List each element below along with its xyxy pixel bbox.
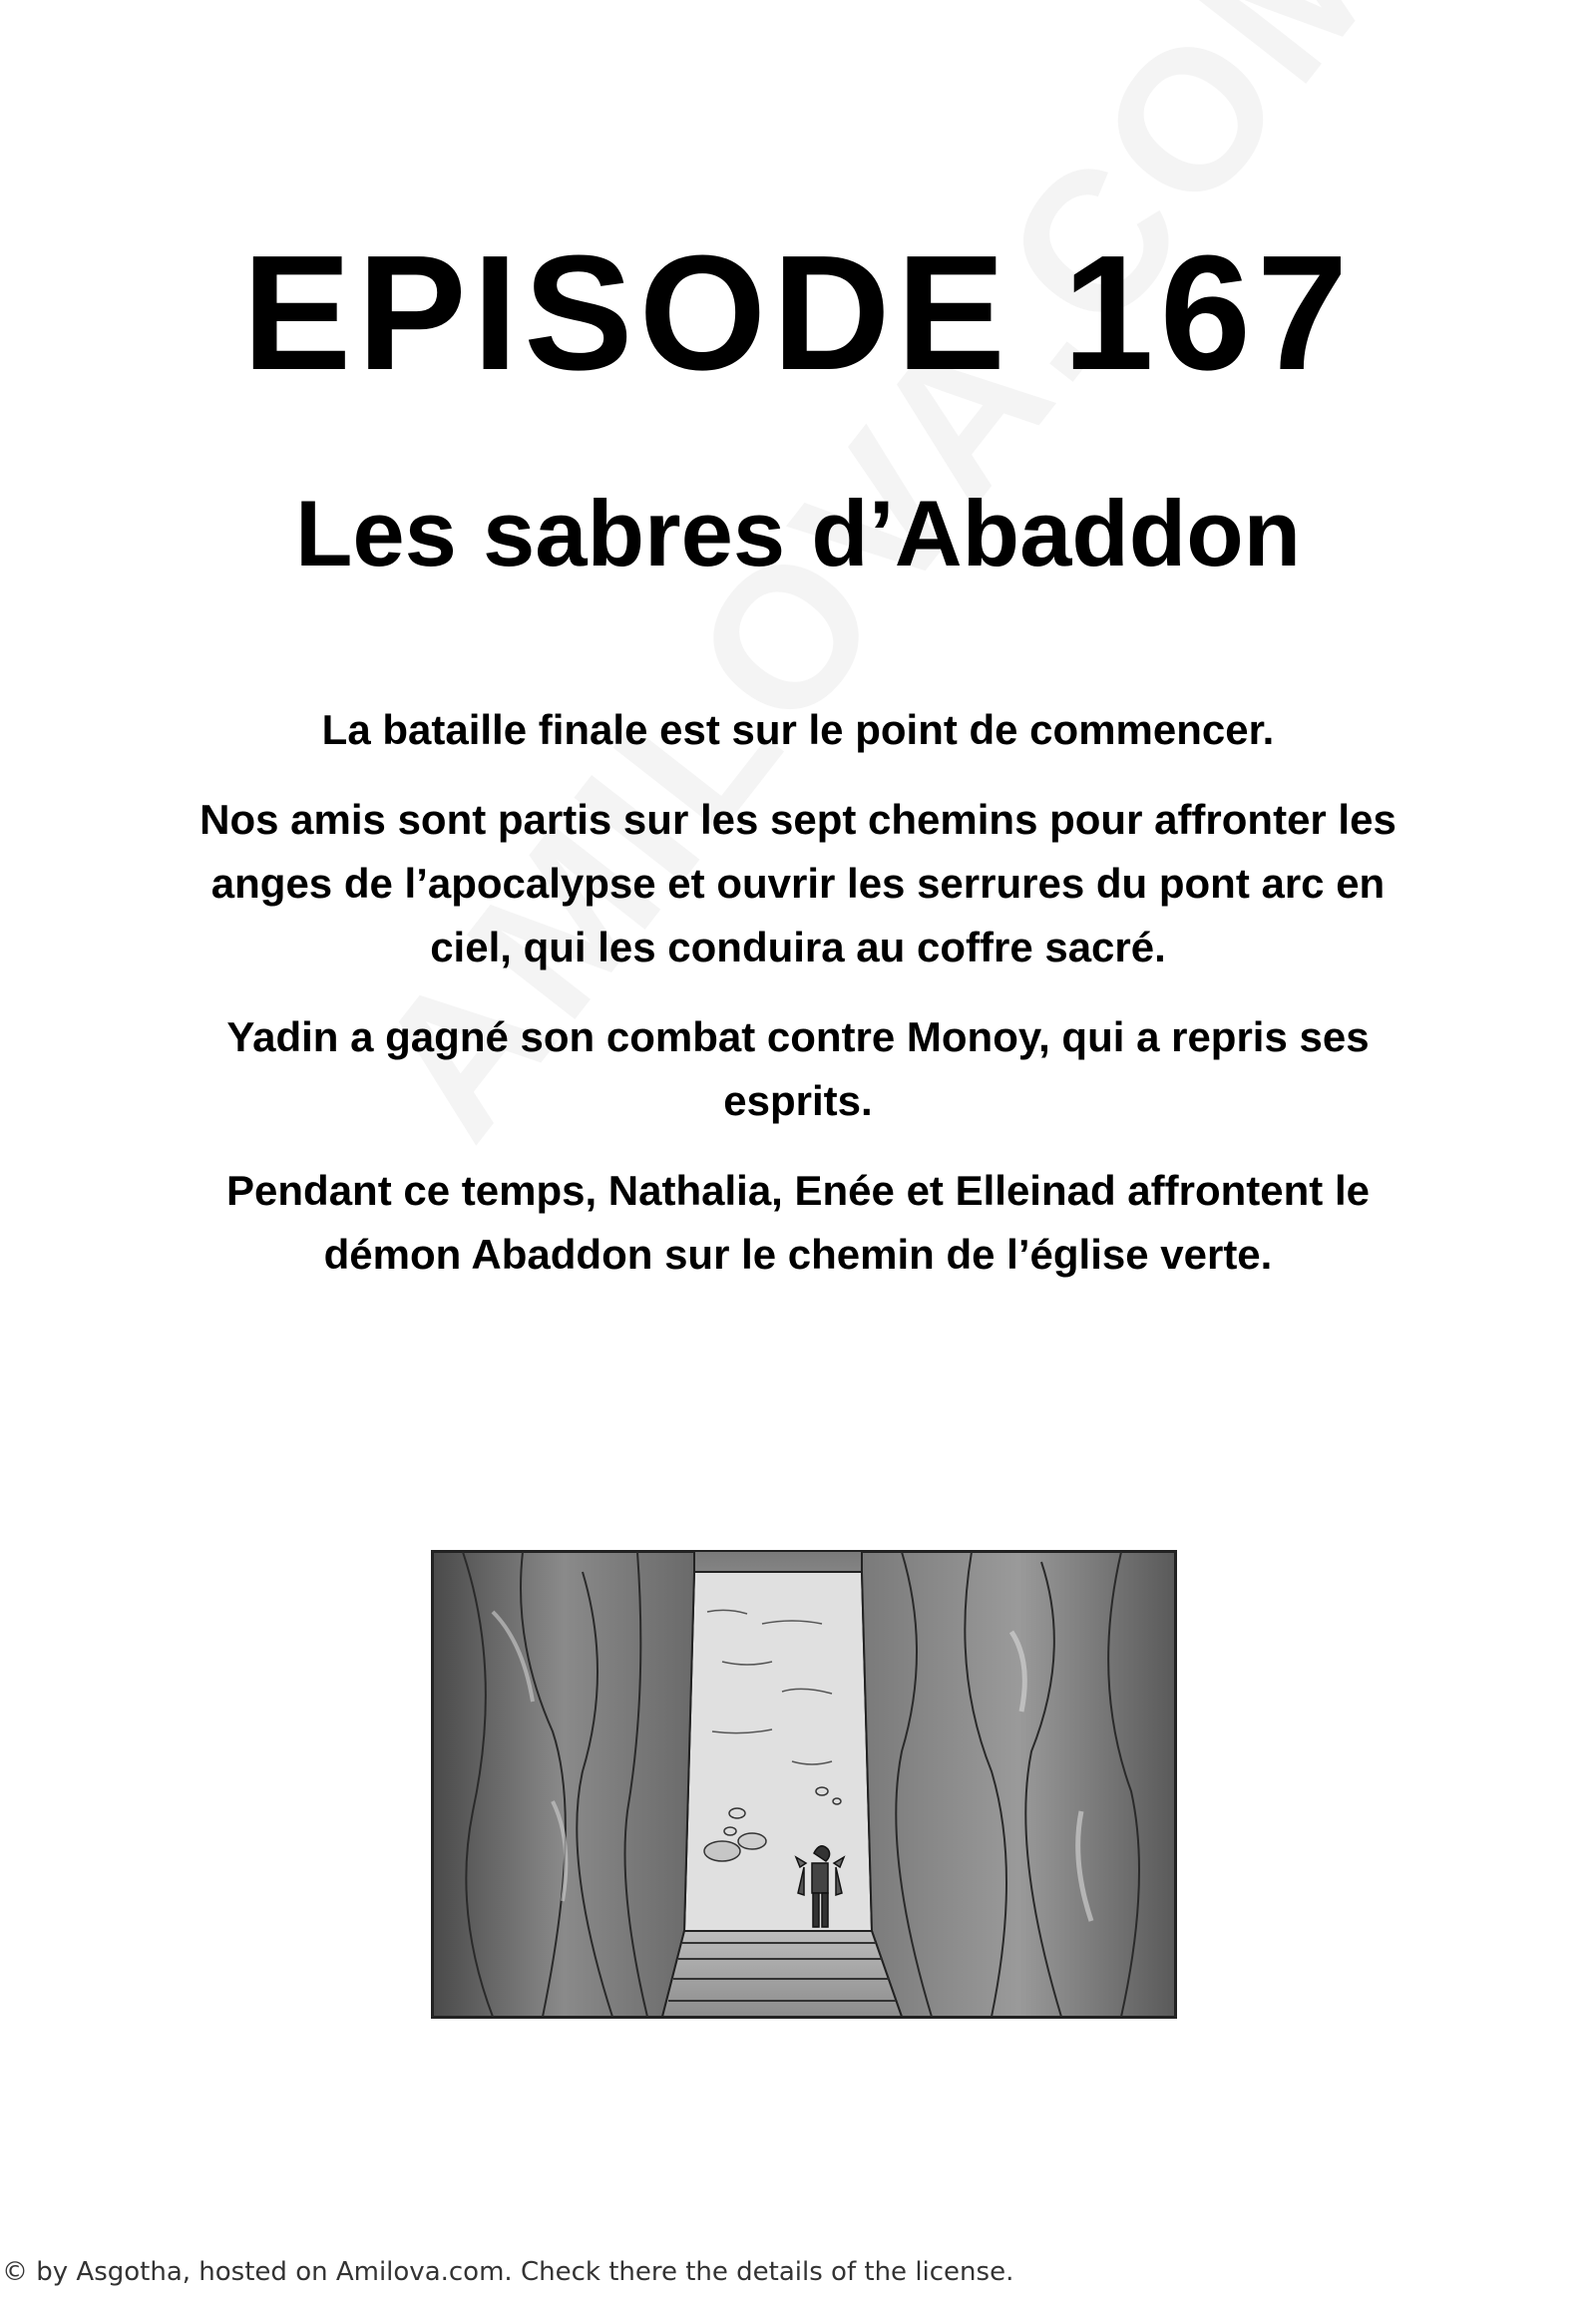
episode-subtitle: Les sabres d’Abaddon [294, 481, 1302, 585]
synopsis-paragraph: Pendant ce temps, Nathalia, Enée et Elleinad affrontent le démon Abaddon sur le chemin de l’église verte. [226, 1167, 1370, 1278]
synopsis-paragraph: La bataille finale est sur le point de commencer. [321, 706, 1275, 753]
synopsis-paragraph: Yadin a gagné son combat contre Monoy, qui a repris ses esprits. [226, 1013, 1370, 1124]
episode-title: EPISODE 167 [241, 221, 1355, 404]
canyon-corridor-icon [433, 1552, 1175, 2017]
synopsis-paragraph: Nos amis sont partis sur les sept chemins pour affronter les anges de l’apocalypse et ouvrir les serrures du pont arc en ciel, qui les conduira au coffre sacré. [200, 796, 1396, 970]
copyright-credit: © by Asgotha, hosted on Amilova.com. Check there the details of the license. [2, 2257, 1014, 2287]
synopsis [180, 698, 1416, 1313]
illustration-panel [431, 1550, 1177, 2019]
